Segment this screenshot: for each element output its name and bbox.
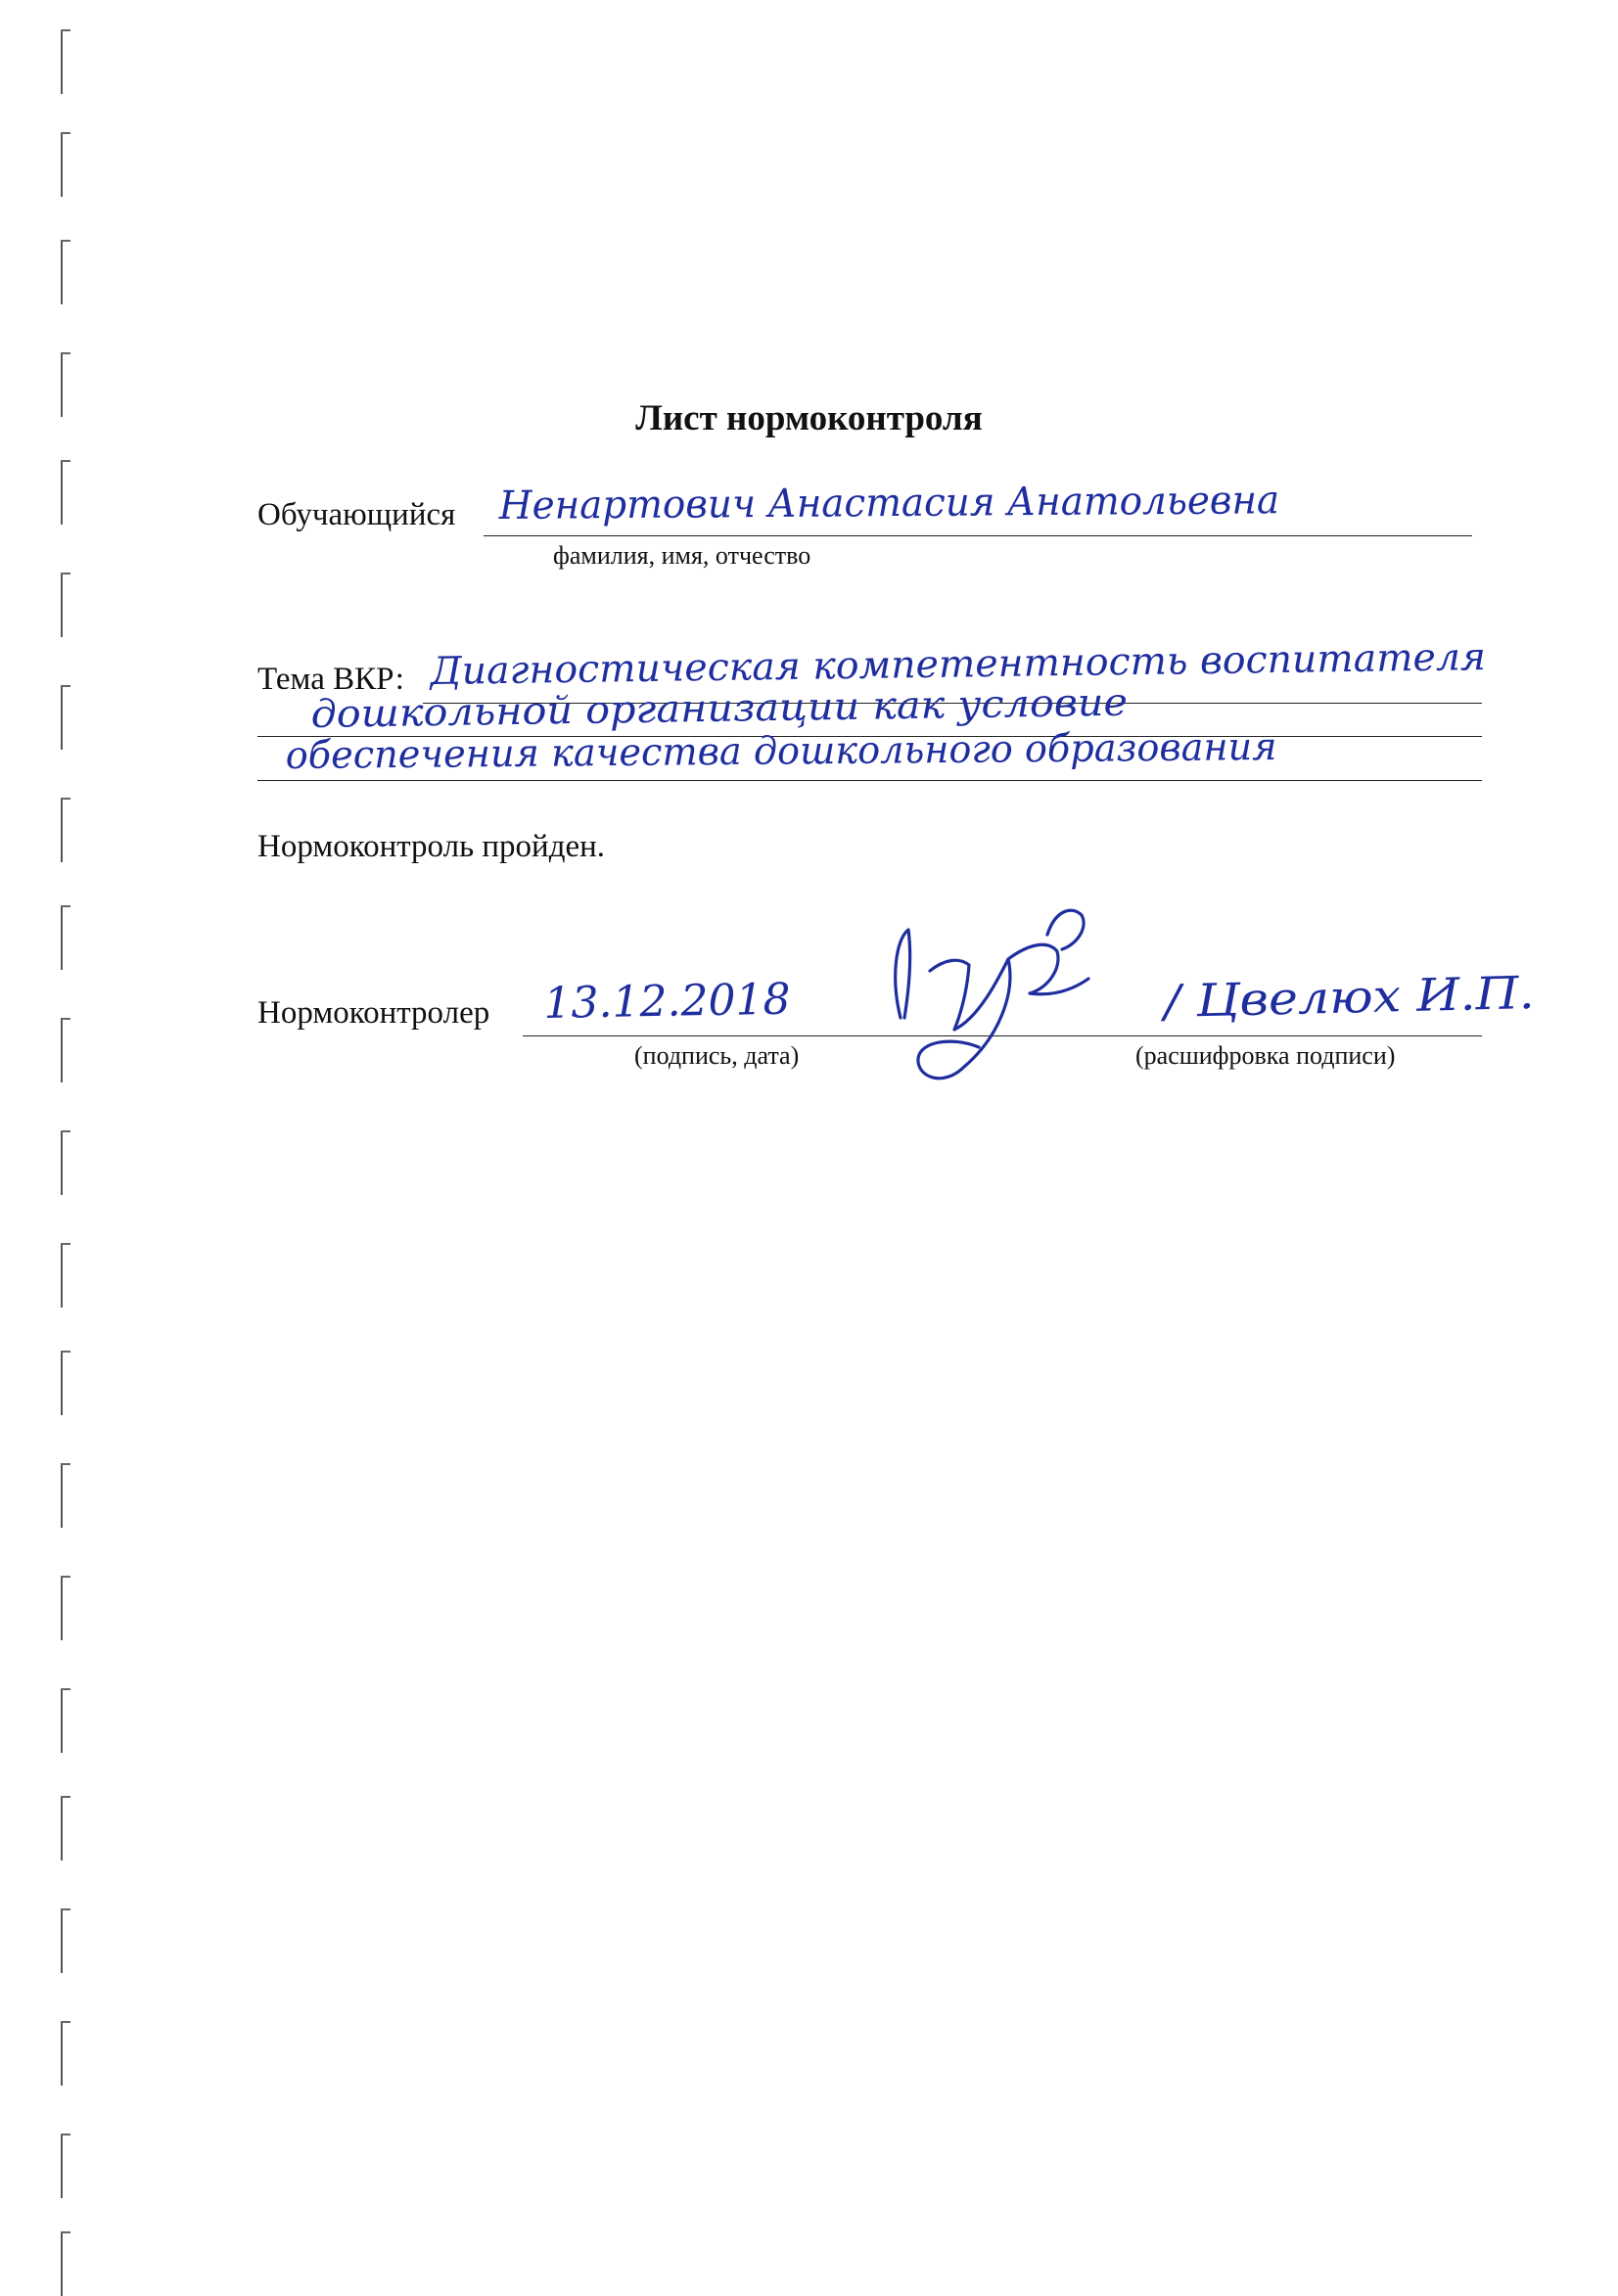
signature-image — [861, 900, 1116, 1096]
page-title: Лист нормоконтроля — [635, 398, 983, 438]
controller-name-handwritten: / Цвелюх И.П. — [1163, 966, 1536, 1028]
binding-mark — [61, 1130, 67, 1195]
student-caption: фамилия, имя, отчество — [553, 541, 811, 570]
controller-label: Нормоконтролер — [257, 995, 490, 1031]
topic-line-1: Диагностическая компетентность воспитателя — [430, 635, 1487, 694]
binding-mark — [61, 573, 67, 637]
binding-mark — [61, 1463, 67, 1528]
topic-label: Тема ВКР: — [257, 662, 404, 697]
binding-mark — [61, 1688, 67, 1753]
binding-mark — [61, 2231, 67, 2296]
control-date-handwritten: 13.12.2018 — [543, 974, 791, 1029]
binding-mark — [61, 905, 67, 970]
binding-mark — [61, 460, 67, 525]
topic-underline-3 — [257, 780, 1482, 781]
status-text: Нормоконтроль пройден. — [257, 829, 606, 864]
transcript-caption: (расшифровка подписи) — [1135, 1041, 1396, 1070]
binding-mark — [61, 2134, 67, 2198]
binding-mark — [61, 685, 67, 750]
student-label: Обучающийся — [257, 497, 456, 532]
topic-line-2: дошкольной организации как условие — [310, 680, 1129, 737]
sign-date-caption: (подпись, дата) — [634, 1041, 800, 1070]
binding-mark — [61, 2021, 67, 2086]
binding-mark — [61, 1243, 67, 1308]
binding-mark — [61, 798, 67, 862]
binding-mark — [61, 1576, 67, 1640]
binding-mark — [61, 1908, 67, 1973]
binding-mark — [61, 132, 67, 197]
binding-mark — [61, 1796, 67, 1860]
student-underline — [484, 535, 1472, 536]
binding-mark — [61, 1351, 67, 1415]
binding-marks — [0, 0, 117, 2288]
binding-mark — [61, 29, 67, 94]
student-name-handwritten: Ненартович Анастасия Анатольевна — [498, 478, 1280, 528]
topic-line-3: обеспечения качества дошкольного образования — [285, 724, 1277, 778]
binding-mark — [61, 240, 67, 304]
binding-mark — [61, 1018, 67, 1082]
